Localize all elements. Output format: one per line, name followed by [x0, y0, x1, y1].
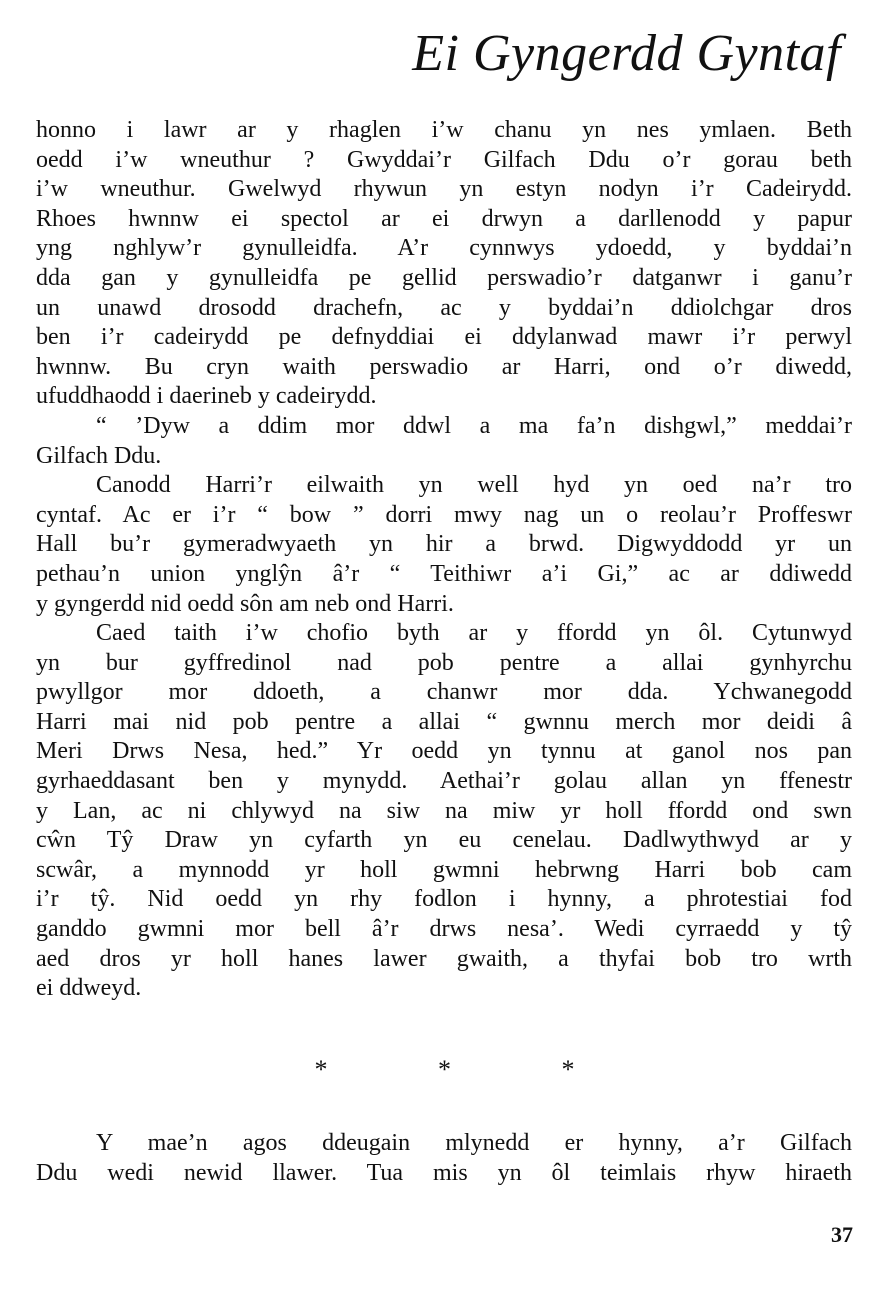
text-line: Gilfach Ddu. [36, 442, 162, 469]
body-text [36, 116, 852, 1004]
text-line: hwnnw. Bu cryn waith perswadio ar Harri, ond o’r diwedd, [36, 353, 852, 380]
text-line: ganddo gwmni mor bell â’r drws nesa’. Wedi cyrraedd y tŷ [36, 916, 852, 943]
text-line: Y mae’n agos ddeugain mlynedd er hynny, a’r Gilfach [96, 1130, 852, 1156]
text-line: ei ddweyd. [36, 975, 142, 1002]
text-line: Rhoes hwnnw ei spectol ar ei drwyn a darllenodd y papur [36, 205, 852, 232]
page-number: 37 [831, 1222, 853, 1247]
text-line: un unawd drosodd drachefn, ac y byddai’n ddiolchgar dros [36, 294, 852, 321]
text-line: gyrhaeddasant ben y mynydd. Aethai’r golau allan yn ffenestr [36, 768, 852, 795]
text-line: yn bur gyffredinol nad pob pentre a allai gynhyrchu [36, 649, 852, 676]
text-line: y Lan, ac ni chlywyd na siw na miw yr holl ffordd ond swn [36, 797, 852, 824]
text-line: cyntaf. Ac er i’r “ bow ” dorri mwy nag un o reolau’r Proffeswr [36, 501, 852, 528]
text-line: aed dros yr holl hanes lawer gwaith, a thyfai bob tro wrth [36, 945, 852, 972]
text-line: yng nghlyw’r gynulleidfa. A’r cynnwys ydoedd, y byddai’n [36, 235, 852, 262]
text-line: i’w wneuthur. Gwelwyd rhywun yn estyn nodyn i’r Cadeirydd. [36, 176, 852, 203]
text-line: Canodd Harri’r eilwaith yn well hyd yn oed na’r tro [96, 472, 852, 499]
text-line: dda gan y gynulleidfa pe gellid perswadio’r datganwr i ganu’r [36, 264, 852, 291]
text-line: y gyngerdd nid oedd sôn am neb ond Harri. [36, 590, 454, 617]
text-line: ufuddhaodd i daerineb y cadeirydd. [36, 383, 377, 410]
section-separator: * * * [314, 1055, 627, 1084]
text-line: Ddu wedi newid llawer. Tua mis yn ôl teimlais rhyw hiraeth [36, 1160, 852, 1186]
text-line: Harri mai nid pob pentre a allai “ gwnnu merch mor deidi â [36, 708, 852, 735]
text-line: cŵn Tŷ Draw yn cyfarth yn eu cenelau. Dadlwythwyd ar y [36, 827, 852, 854]
text-line: i’r tŷ. Nid oedd yn rhy fodlon i hynny, a phrotestiai fod [36, 886, 852, 913]
text-line: oedd i’w wneuthur ? Gwyddai’r Gilfach Ddu o’r gorau beth [36, 146, 852, 173]
text-line: ben i’r cadeirydd pe defnyddiai ei ddylanwad mawr i’r perwyl [36, 324, 852, 351]
text-line: pethau’n union ynglŷn â’r “ Teithiwr a’i Gi,” ac ar ddiwedd [36, 560, 852, 587]
text-line: Caed taith i’w chofio byth ar y ffordd yn ôl. Cytunwyd [96, 620, 852, 647]
text-line: honno i lawr ar y rhaglen i’w chanu yn nes ymlaen. Beth [36, 117, 852, 143]
text-line: “ ’Dyw a ddim mor ddwl a ma fa’n dishgwl,” meddai’r [96, 412, 852, 439]
text-line: Hall bu’r gymeradwyaeth yn hir a brwd. Digwyddodd yr un [36, 531, 852, 558]
closing-text [36, 1128, 852, 1188]
page-title: Ei Gyngerdd Gyntaf [412, 25, 841, 82]
text-line: pwyllgor mor ddoeth, a chanwr mor dda. Ychwanegodd [36, 679, 852, 706]
text-line: Meri Drws Nesa, hed.” Yr oedd yn tynnu at ganol nos pan [36, 738, 852, 765]
text-line: scwâr, a mynnodd yr holl gwmni hebrwng Harri bob cam [36, 856, 852, 883]
